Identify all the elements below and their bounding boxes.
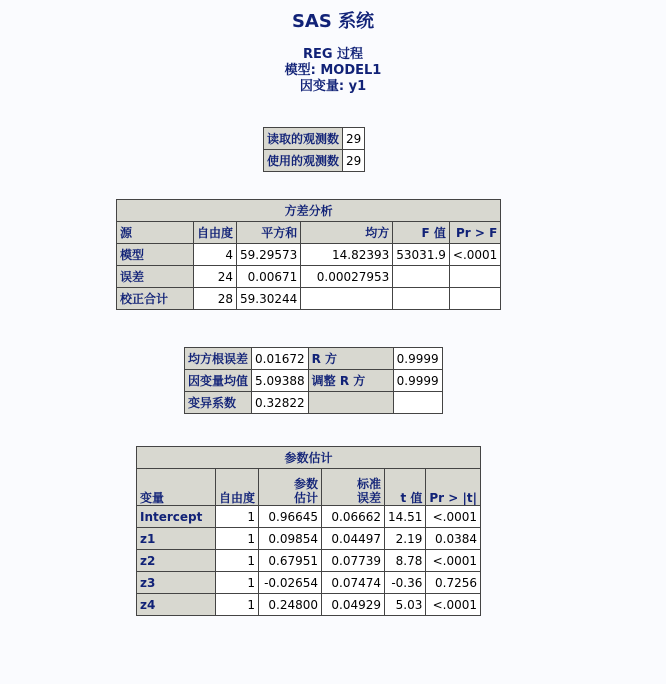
anova-table bbox=[116, 199, 501, 310]
procedure-name: REG 过程 bbox=[302, 47, 364, 62]
row-header: z3 bbox=[137, 572, 216, 594]
table-row bbox=[137, 506, 481, 528]
table-cell: 0.06662 bbox=[322, 506, 385, 528]
table-cell bbox=[301, 288, 393, 310]
table-cell: <.0001 bbox=[426, 594, 481, 616]
obs-read-label: 读取的观测数 bbox=[264, 128, 343, 150]
table-cell: 0.32822 bbox=[252, 392, 309, 414]
column-header: F 值 bbox=[393, 222, 450, 244]
table-row bbox=[117, 244, 501, 266]
obs-used-label: 使用的观测数 bbox=[264, 150, 343, 172]
row-header: Intercept bbox=[137, 506, 216, 528]
table-cell: 4 bbox=[194, 244, 237, 266]
table-cell: 53031.9 bbox=[393, 244, 450, 266]
table-cell: 0.24800 bbox=[259, 594, 322, 616]
table-cell: 0.09854 bbox=[259, 528, 322, 550]
table-cell bbox=[449, 266, 500, 288]
row-header: 校正合计 bbox=[117, 288, 194, 310]
table-cell: <.0001 bbox=[426, 550, 481, 572]
column-header: 源 bbox=[117, 222, 194, 244]
table-cell: -0.02654 bbox=[259, 572, 322, 594]
table-cell: 28 bbox=[194, 288, 237, 310]
table-header-row bbox=[137, 469, 481, 506]
table-cell: 0.04929 bbox=[322, 594, 385, 616]
column-header-line: 参数 bbox=[294, 477, 319, 491]
table-title-row bbox=[117, 200, 501, 222]
table-cell: 0.9999 bbox=[393, 370, 442, 392]
observations-table bbox=[263, 127, 365, 172]
table-row bbox=[185, 348, 443, 370]
table-row bbox=[264, 128, 365, 150]
anova-title: 方差分析 bbox=[117, 200, 501, 222]
table-header-row bbox=[117, 222, 501, 244]
parameter-estimates-table bbox=[136, 446, 481, 616]
table-row bbox=[117, 266, 501, 288]
table-row bbox=[264, 150, 365, 172]
table-cell: 24 bbox=[194, 266, 237, 288]
table-cell: 2.19 bbox=[385, 528, 426, 550]
table-cell: 1 bbox=[216, 550, 259, 572]
table-cell: 1 bbox=[216, 572, 259, 594]
table-cell: 14.51 bbox=[385, 506, 426, 528]
column-header: 自由度 bbox=[194, 222, 237, 244]
obs-read-value: 29 bbox=[343, 128, 365, 150]
procedure-header bbox=[0, 47, 666, 95]
table-cell: <.0001 bbox=[426, 506, 481, 528]
table-row bbox=[137, 594, 481, 616]
table-cell: 1 bbox=[216, 506, 259, 528]
row-header: z4 bbox=[137, 594, 216, 616]
table-row bbox=[117, 288, 501, 310]
row-header: 均方根误差 bbox=[185, 348, 252, 370]
column-header-line: 估计 bbox=[294, 491, 319, 505]
table-cell bbox=[449, 288, 500, 310]
table-cell: 8.78 bbox=[385, 550, 426, 572]
column-header-line: 标准 bbox=[357, 477, 382, 491]
params-title: 参数估计 bbox=[137, 447, 481, 469]
table-cell: 0.67951 bbox=[259, 550, 322, 572]
table-cell: 0.9999 bbox=[393, 348, 442, 370]
row-header: 因变量均值 bbox=[185, 370, 252, 392]
table-cell: 0.07739 bbox=[322, 550, 385, 572]
column-header bbox=[259, 469, 322, 506]
table-cell: 5.09388 bbox=[252, 370, 309, 392]
row-header: 调整 R 方 bbox=[308, 370, 393, 392]
table-cell: 0.04497 bbox=[322, 528, 385, 550]
table-row bbox=[185, 392, 443, 414]
table-cell: 0.00027953 bbox=[301, 266, 393, 288]
table-cell: 14.82393 bbox=[301, 244, 393, 266]
table-cell bbox=[393, 266, 450, 288]
table-row bbox=[137, 550, 481, 572]
row-header: 变异系数 bbox=[185, 392, 252, 414]
table-row bbox=[137, 528, 481, 550]
table-cell bbox=[393, 392, 442, 414]
fit-statistics-table bbox=[184, 347, 443, 414]
table-cell: 0.01672 bbox=[252, 348, 309, 370]
column-header: 自由度 bbox=[216, 469, 259, 506]
table-cell bbox=[393, 288, 450, 310]
obs-used-value: 29 bbox=[343, 150, 365, 172]
table-cell: 0.96645 bbox=[259, 506, 322, 528]
table-cell: 1 bbox=[216, 594, 259, 616]
model-name: 模型: MODEL1 bbox=[284, 63, 382, 78]
row-header: 误差 bbox=[117, 266, 194, 288]
table-cell: 0.0384 bbox=[426, 528, 481, 550]
row-header: z2 bbox=[137, 550, 216, 572]
column-header: 均方 bbox=[301, 222, 393, 244]
page-title: SAS 系统 bbox=[291, 11, 375, 32]
table-cell: <.0001 bbox=[449, 244, 500, 266]
table-row bbox=[185, 370, 443, 392]
table-row bbox=[137, 572, 481, 594]
dependent-variable: 因变量: y1 bbox=[299, 79, 367, 94]
table-cell: 0.00671 bbox=[237, 266, 301, 288]
column-header: t 值 bbox=[385, 469, 426, 506]
column-header-line: 误差 bbox=[357, 491, 382, 505]
row-header: z1 bbox=[137, 528, 216, 550]
column-header bbox=[322, 469, 385, 506]
table-cell: -0.36 bbox=[385, 572, 426, 594]
table-cell: 0.7256 bbox=[426, 572, 481, 594]
column-header: Pr > |t| bbox=[426, 469, 481, 506]
row-header: R 方 bbox=[308, 348, 393, 370]
column-header: 变量 bbox=[137, 469, 216, 506]
row-header bbox=[308, 392, 393, 414]
table-cell: 0.07474 bbox=[322, 572, 385, 594]
table-cell: 59.30244 bbox=[237, 288, 301, 310]
row-header: 模型 bbox=[117, 244, 194, 266]
table-cell: 5.03 bbox=[385, 594, 426, 616]
table-cell: 1 bbox=[216, 528, 259, 550]
column-header: 平方和 bbox=[237, 222, 301, 244]
table-cell: 59.29573 bbox=[237, 244, 301, 266]
table-title-row bbox=[137, 447, 481, 469]
column-header: Pr > F bbox=[449, 222, 500, 244]
